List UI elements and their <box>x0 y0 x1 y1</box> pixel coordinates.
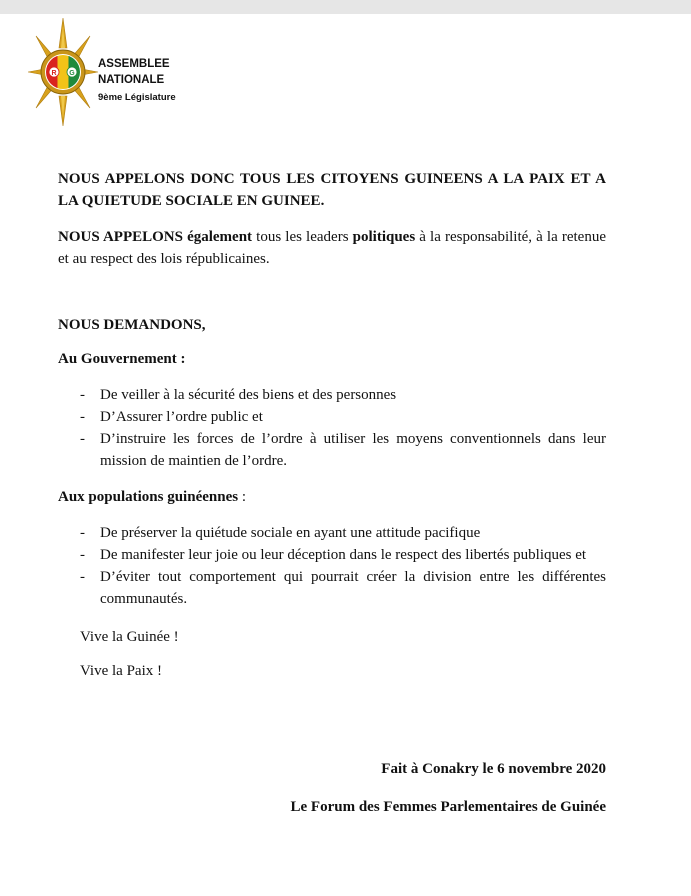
signature-organization: Le Forum des Femmes Parlementaires de Guinée <box>290 799 606 815</box>
leaders-bold-2: également <box>187 229 253 245</box>
vive-guinee: Vive la Guinée ! <box>80 629 179 645</box>
appeal-paragraph: NOUS APPELONS DONC TOUS LES CITOYENS GUINEENS A LA PAIX ET A LA QUIETUDE SOCIALE EN GUINEE. <box>58 171 606 209</box>
populations-heading <box>58 486 606 508</box>
org-line-2: NATIONALE <box>98 74 165 86</box>
leaders-paragraph <box>58 226 606 270</box>
top-bar <box>0 0 691 14</box>
legislature-label: 9ème Législature <box>98 92 176 103</box>
government-heading: Au Gouvernement : <box>58 351 186 367</box>
letter-body <box>58 168 606 818</box>
organization-name <box>98 56 176 106</box>
leaders-text-2: tous les leaders <box>252 229 353 245</box>
populations-list <box>58 522 606 610</box>
government-list <box>58 384 606 472</box>
list-item: - D’Assurer l’ordre public et <box>58 406 606 428</box>
list-item: - D’éviter tout comportement qui pourrait créer la division entre les différentes communautés. <box>58 566 606 610</box>
demand-heading: NOUS DEMANDONS, <box>58 317 206 333</box>
list-item: - De manifester leur joie ou leur déception dans le respect des libertés publiques et <box>58 544 606 566</box>
vive-paix: Vive la Paix ! <box>80 663 162 679</box>
list-item: - D’instruire les forces de l’ordre à utiliser les moyens conventionnels dans leur mission de maintien de l’ordre. <box>58 428 606 472</box>
letterhead <box>28 18 248 128</box>
svg-text:R: R <box>51 70 57 77</box>
populations-heading-colon: : <box>238 489 246 505</box>
leaders-text-3: à la responsabilité, à la retenue et au respect des lois républicaines. <box>58 229 606 267</box>
assemblee-emblem-icon <box>28 18 98 126</box>
list-item: - De préserver la quiétude sociale en ayant une attitude pacifique <box>58 522 606 544</box>
svg-text:G: G <box>69 70 75 77</box>
org-line-1: ASSEMBLEE <box>98 58 170 70</box>
signature-place-date: Fait à Conakry le 6 novembre 2020 <box>381 761 606 777</box>
list-item: - De veiller à la sécurité des biens et des personnes <box>58 384 606 406</box>
populations-heading-bold: Aux populations guinéennes <box>58 489 239 505</box>
leaders-bold-1: NOUS APPELONS <box>58 229 183 245</box>
leaders-bold-3: politiques <box>352 229 416 245</box>
